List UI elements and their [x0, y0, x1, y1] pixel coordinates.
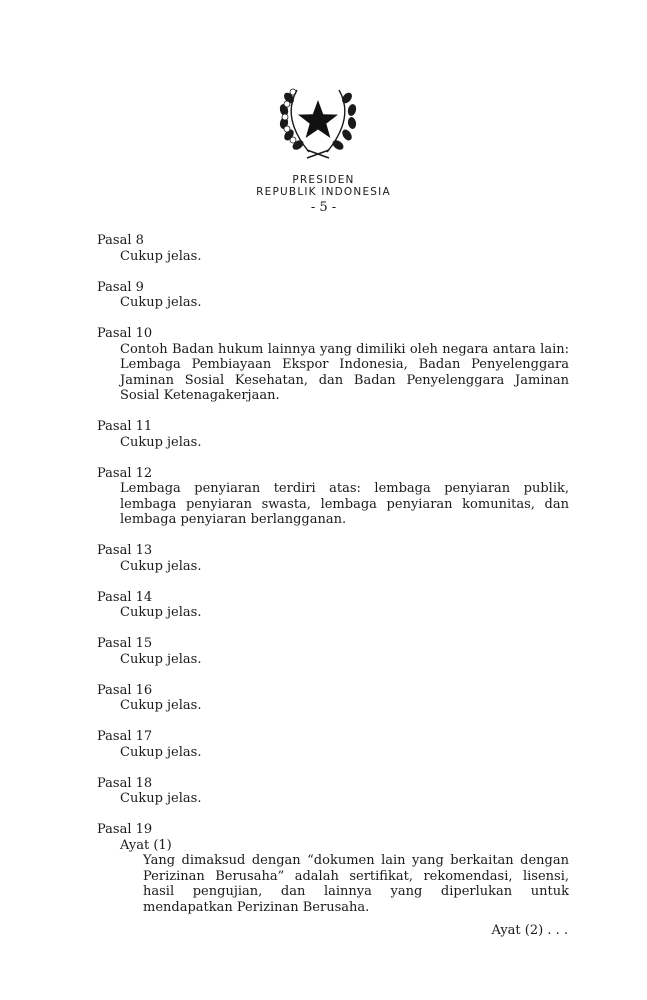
article-title: Pasal 16 [97, 682, 153, 698]
article-title: Pasal 13 [97, 543, 153, 558]
article [97, 776, 569, 807]
article [97, 683, 569, 714]
ayat-label: Ayat (1) [120, 837, 172, 853]
article [97, 729, 569, 760]
document-body [97, 233, 569, 931]
article-content: Contoh Badan hukum lainnya yang dimiliki oleh negara antara lain: Lembaga Pembiayaan Ekspor Indonesia, Badan Penyelenggara Jaminan Sosial Kesehatan, dan Badan Penyelenggara Jaminan Sosial Ketenagakerjaan. [120, 341, 569, 403]
article-content: Lembaga penyiaran terdiri atas: lembaga penyiaran publik, lembaga penyiaran swasta, lembaga penyiaran komunitas, dan lembaga penyiaran berlangganan. [120, 481, 569, 527]
article-content: Cukup jelas. [120, 744, 202, 760]
article [97, 419, 569, 450]
article [97, 233, 569, 264]
article-title: Pasal 12 [97, 465, 153, 481]
article-content: Cukup jelas. [120, 295, 202, 310]
article-content: Cukup jelas. [120, 248, 202, 264]
article [97, 280, 569, 311]
article-title: Pasal 8 [97, 233, 144, 248]
ayat-content: Yang dimaksud dengan “dokumen lain yang berkaitan dengan Perizinan Berusaha” adalah sertifikat, rekomendasi, lisensi, hasil pengujian, dan lainnya yang diperlukan untuk mendapatkan Perizinan Berusaha. [143, 853, 569, 915]
next-page-reference: Ayat (2) . . . [491, 923, 568, 938]
article [97, 822, 569, 915]
article-title: Pasal 14 [97, 589, 153, 605]
article-content: Cukup jelas. [120, 791, 202, 806]
page-number: - 5 - [310, 200, 337, 215]
state-emblem-icon [275, 78, 361, 160]
article [97, 636, 569, 667]
article-content: Cukup jelas. [120, 698, 202, 713]
article-content: Cukup jelas. [120, 605, 202, 620]
article-title: Pasal 18 [97, 775, 153, 791]
header-presiden: PRESIDEN [292, 174, 355, 186]
article-title: Pasal 10 [97, 326, 153, 341]
article-title: Pasal 17 [97, 729, 153, 744]
article [97, 543, 569, 574]
article [97, 326, 569, 404]
article [97, 590, 569, 621]
article-content: Cukup jelas. [120, 651, 202, 667]
article-title: Pasal 19 [97, 822, 153, 837]
article-content: Cukup jelas. [120, 558, 202, 574]
article-title: Pasal 9 [97, 279, 144, 295]
article [97, 466, 569, 528]
article-title: Pasal 11 [97, 419, 153, 434]
article-content: Cukup jelas. [120, 434, 202, 450]
article-title: Pasal 15 [97, 636, 153, 651]
header-republik: REPUBLIK INDONESIA [256, 186, 391, 198]
